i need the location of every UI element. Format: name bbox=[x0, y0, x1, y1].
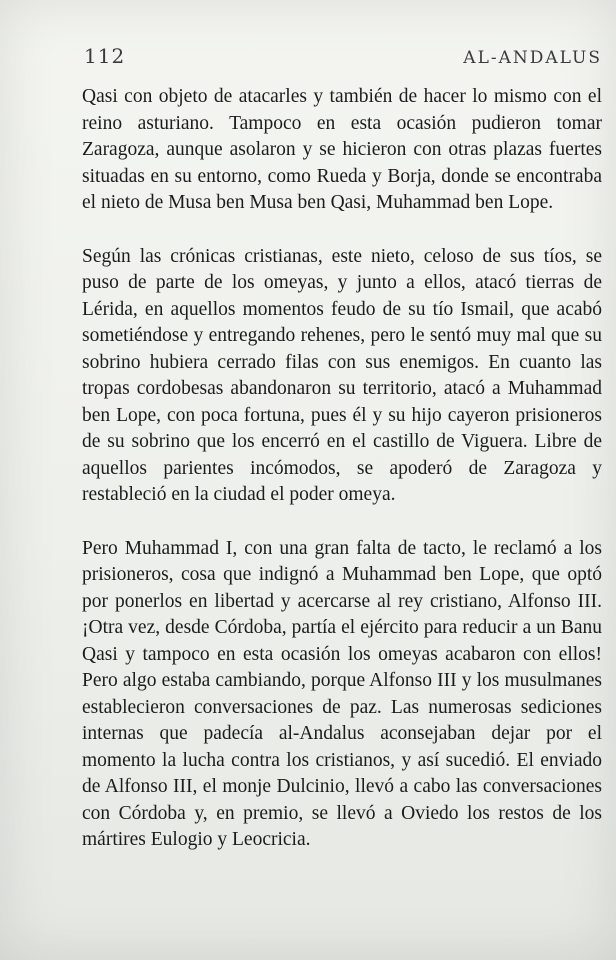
page-header bbox=[84, 44, 602, 74]
paragraph-2: Según las crónicas cristianas, este nieto, celoso de sus tíos, se puso de parte de los omeyas, y junto a ellos, atacó tierras de Lérida, en aquellos momentos feudo de su tío Ismail, que acabó sometiéndose y entregando rehenes, pero le sentó muy mal que su sobrino hubiera cerrado filas con sus enemigos. En cuanto las tropas cordobesas abandonaron su territorio, atacó a Muhammad ben Lope, con poca fortuna, pues él y su hijo cayeron prisioneros de su sobrino que los encerró en el castillo de Viguera. Libre de aquellos parientes incómodos, se apoderó de Zaragoza y restableció en la ciudad el poder omeya. bbox=[82, 245, 602, 505]
body-text bbox=[82, 84, 602, 881]
running-head: AL-ANDALUS bbox=[463, 48, 602, 68]
paragraph-1: Qasi con objeto de atacarles y también de hacer lo mismo con el reino asturiano. Tampoco en esta ocasión pudieron tomar Zaragoza, aunque asolaron y se hicieron con otras plazas fuertes situadas en su entorno, como Rueda y Borja, donde se encontraba el nieto de Musa ben Musa ben Qasi, Muhammad ben Lope. bbox=[82, 86, 602, 213]
page-number: 112 bbox=[84, 44, 126, 68]
paragraph-3: Pero Muhammad I, con una gran falta de tacto, le reclamó a los prisioneros, cosa que indignó a Muhammad ben Lope, que optó por ponerlos en libertad y acercarse al rey cristiano, Alfonso III. ¡Otra vez, desde Córdoba, partía el ejército para reducir a un Banu Qasi y tampoco en esta ocasión los omeyas acabaron con ellos! Pero algo estaba cambiando, porque Alfonso III y los musulmanes establecieron conversaciones de paz. Las numerosas sediciones internas que padecía al-Andalus aconsejaban dejar por el momento la lucha contra los cristianos, y así sucedió. El enviado de Alfonso III, el monje Dulcinio, llevó a cabo las conversaciones con Córdoba y, en premio, se llevó a Oviedo los restos de los mártires Eulogio y Leocricia. bbox=[82, 537, 602, 850]
